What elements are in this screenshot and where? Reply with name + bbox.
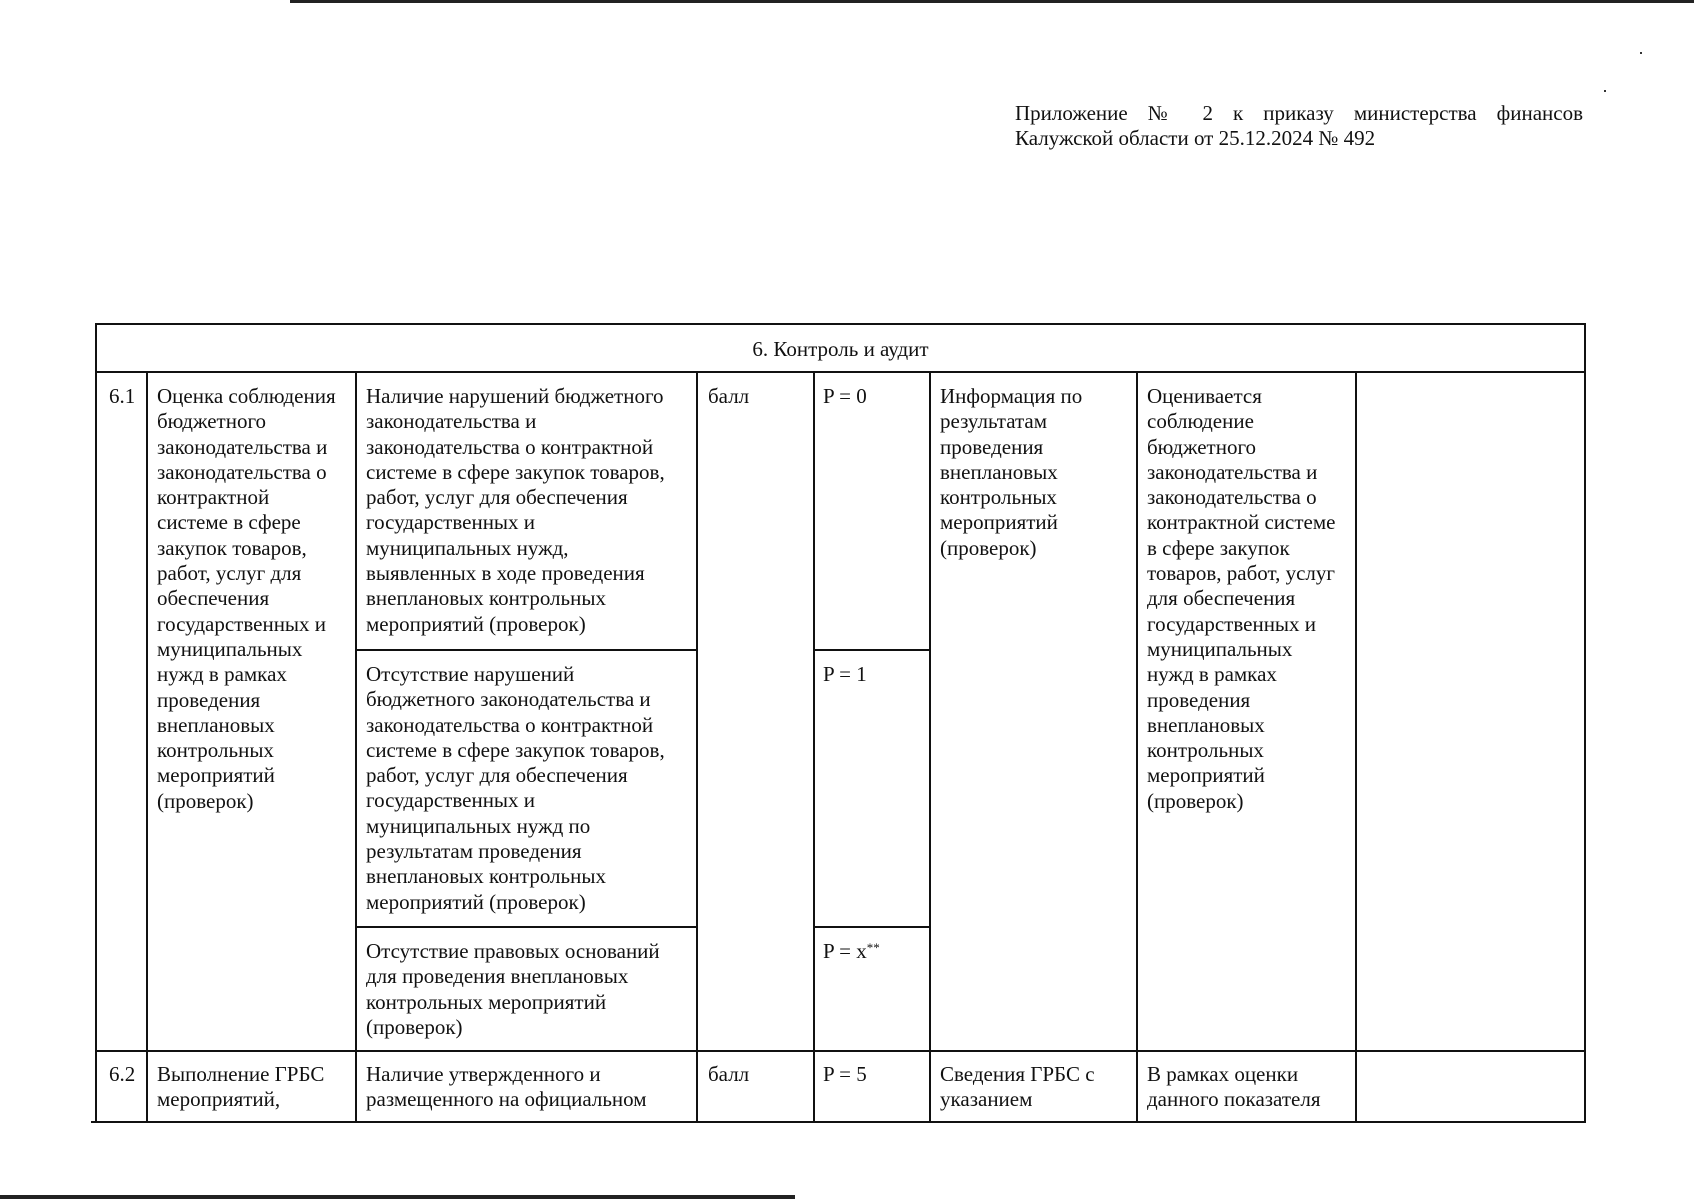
- row-number: 6.2: [109, 1062, 136, 1086]
- unit-cell: балл: [708, 384, 750, 408]
- criterion-divider: [355, 649, 698, 651]
- bottom-scan-rule: [0, 1195, 795, 1199]
- column-divider: [929, 372, 931, 1122]
- row-divider: [95, 1050, 1586, 1052]
- comment-cell: В рамках оценки данного показателя: [1147, 1062, 1321, 1112]
- score-divider: [813, 926, 931, 928]
- top-scan-rule: [290, 0, 1694, 3]
- section-divider: [95, 371, 1586, 373]
- criterion-cell: Отсутствие правовых оснований для проведения внеплановых контрольных мероприятий (проверок): [366, 939, 660, 1039]
- column-divider: [696, 372, 698, 1122]
- appendix-line-1: Приложение № 2 к приказу министерства финансов: [1015, 101, 1583, 125]
- criterion-cell: Наличие утвержденного и размещенного на официальном: [366, 1062, 647, 1112]
- unit-cell: балл: [708, 1062, 750, 1086]
- criterion-cell: Наличие нарушений бюджетного законодательства и законодательства о контрактной системе в сфере закупок товаров, работ, услуг для обеспечения государственных и муниципальных нужд, выявленных в ходе проведения внеплановых контрольных мероприятий (проверок): [366, 384, 665, 636]
- score-cell: P = 5: [823, 1062, 867, 1086]
- appendix-note: [1015, 101, 1583, 151]
- indicator-cell: Оценка соблюдения бюджетного законодательства и законодательства о контрактной системе в сфере закупок товаров, работ, услуг для обеспечения государственных и муниципальных нужд в рамках проведения внеплановых контрольных мероприятий (проверок): [157, 384, 336, 813]
- footnote-mark: **: [866, 940, 880, 955]
- column-divider: [355, 372, 357, 1122]
- column-divider: [1136, 372, 1138, 1122]
- column-divider: [146, 372, 148, 1122]
- score-divider: [813, 649, 931, 651]
- appendix-line-2: Калужской области от 25.12.2024 № 492: [1015, 126, 1376, 150]
- source-cell: Информация по результатам проведения внеплановых контрольных мероприятий (проверок): [940, 384, 1083, 560]
- row-number: 6.1: [109, 384, 136, 408]
- indicator-cell: Выполнение ГРБС мероприятий,: [157, 1062, 325, 1112]
- criterion-divider: [355, 926, 698, 928]
- score-cell: P = 1: [823, 662, 867, 686]
- table-bottom-edge: [91, 1121, 1586, 1123]
- scan-speck: [1640, 52, 1642, 54]
- column-divider: [1355, 372, 1357, 1122]
- section-title: 6. Контроль и аудит: [752, 337, 929, 361]
- criterion-cell: Отсутствие нарушений бюджетного законодательства и законодательства о контрактной системе в сфере закупок товаров, работ, услуг для обеспечения государственных и муниципальных нужд по результатам проведения внеплановых контрольных мероприятий (проверок): [366, 662, 665, 914]
- score-value: P = x: [823, 939, 867, 963]
- column-divider: [813, 372, 815, 1122]
- comment-cell: Оценивается соблюдение бюджетного законодательства и законодательства о контрактной системе в сфере закупок товаров, работ, услуг для обеспечения государственных и муниципальных нужд в рамках проведения внеплановых контрольных мероприятий (проверок): [1147, 384, 1336, 813]
- score-cell-with-mark: [823, 939, 880, 966]
- source-cell: Сведения ГРБС с указанием: [940, 1062, 1095, 1112]
- score-cell: P = 0: [823, 384, 867, 408]
- scan-speck: [1604, 90, 1606, 92]
